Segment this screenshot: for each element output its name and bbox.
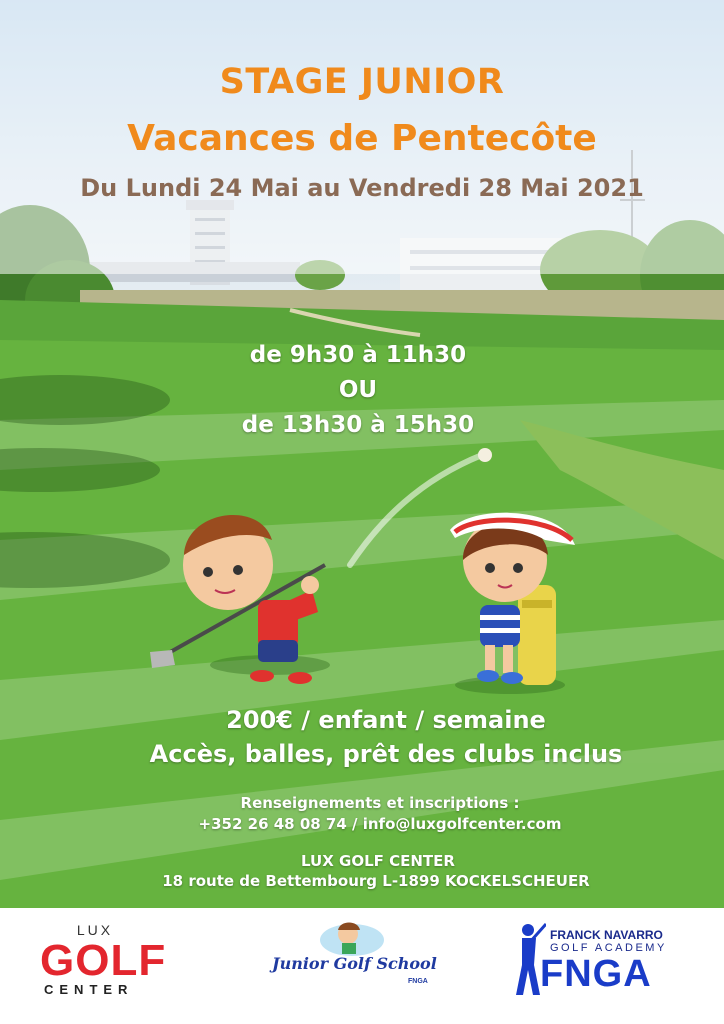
junior-logo-sub: FNGA [408, 978, 428, 985]
includes-text: Accès, balles, prêt des clubs inclus [149, 740, 623, 768]
lux-logo-main: GOLF [40, 936, 167, 985]
fnga-logo-academy: GOLF ACADEMY [550, 942, 667, 954]
fnga-logo-acronym: FNGA [540, 953, 652, 995]
page-subtitle: Vacances de Pentecôte [127, 118, 597, 159]
junior-golf-school-logo [270, 916, 470, 1016]
lux-golf-center-logo [40, 922, 200, 1002]
sponsor-footer [0, 908, 724, 1024]
fnga-logo-name: FRANCK NAVARRO [550, 928, 663, 942]
time-slot-morning: de 9h30 à 11h30 [249, 342, 467, 368]
fnga-logo [510, 920, 690, 1010]
center-address: 18 route de Bettembourg L-1899 KOCKELSCHEUER [162, 872, 590, 890]
center-name: LUX GOLF CENTER [301, 852, 455, 870]
info-label: Renseignements et inscriptions : [240, 794, 520, 812]
lux-logo-top: LUX [76, 922, 114, 938]
contact-details[interactable]: +352 26 48 08 74 / info@luxgolfcenter.com [198, 815, 562, 833]
page-title: STAGE JUNIOR [219, 62, 505, 102]
event-dates: Du Lundi 24 Mai au Vendredi 28 Mai 2021 [80, 174, 644, 202]
golf-ball-icon [478, 448, 492, 462]
time-slot-afternoon: de 13h30 à 15h30 [241, 412, 475, 438]
time-slot-separator: OU [338, 377, 378, 403]
junior-logo-main: Junior Golf School [272, 954, 437, 973]
golfer-kid-icon [270, 916, 470, 956]
lux-logo-bottom: CENTER [44, 982, 134, 997]
price-text: 200€ / enfant / semaine [226, 706, 546, 734]
